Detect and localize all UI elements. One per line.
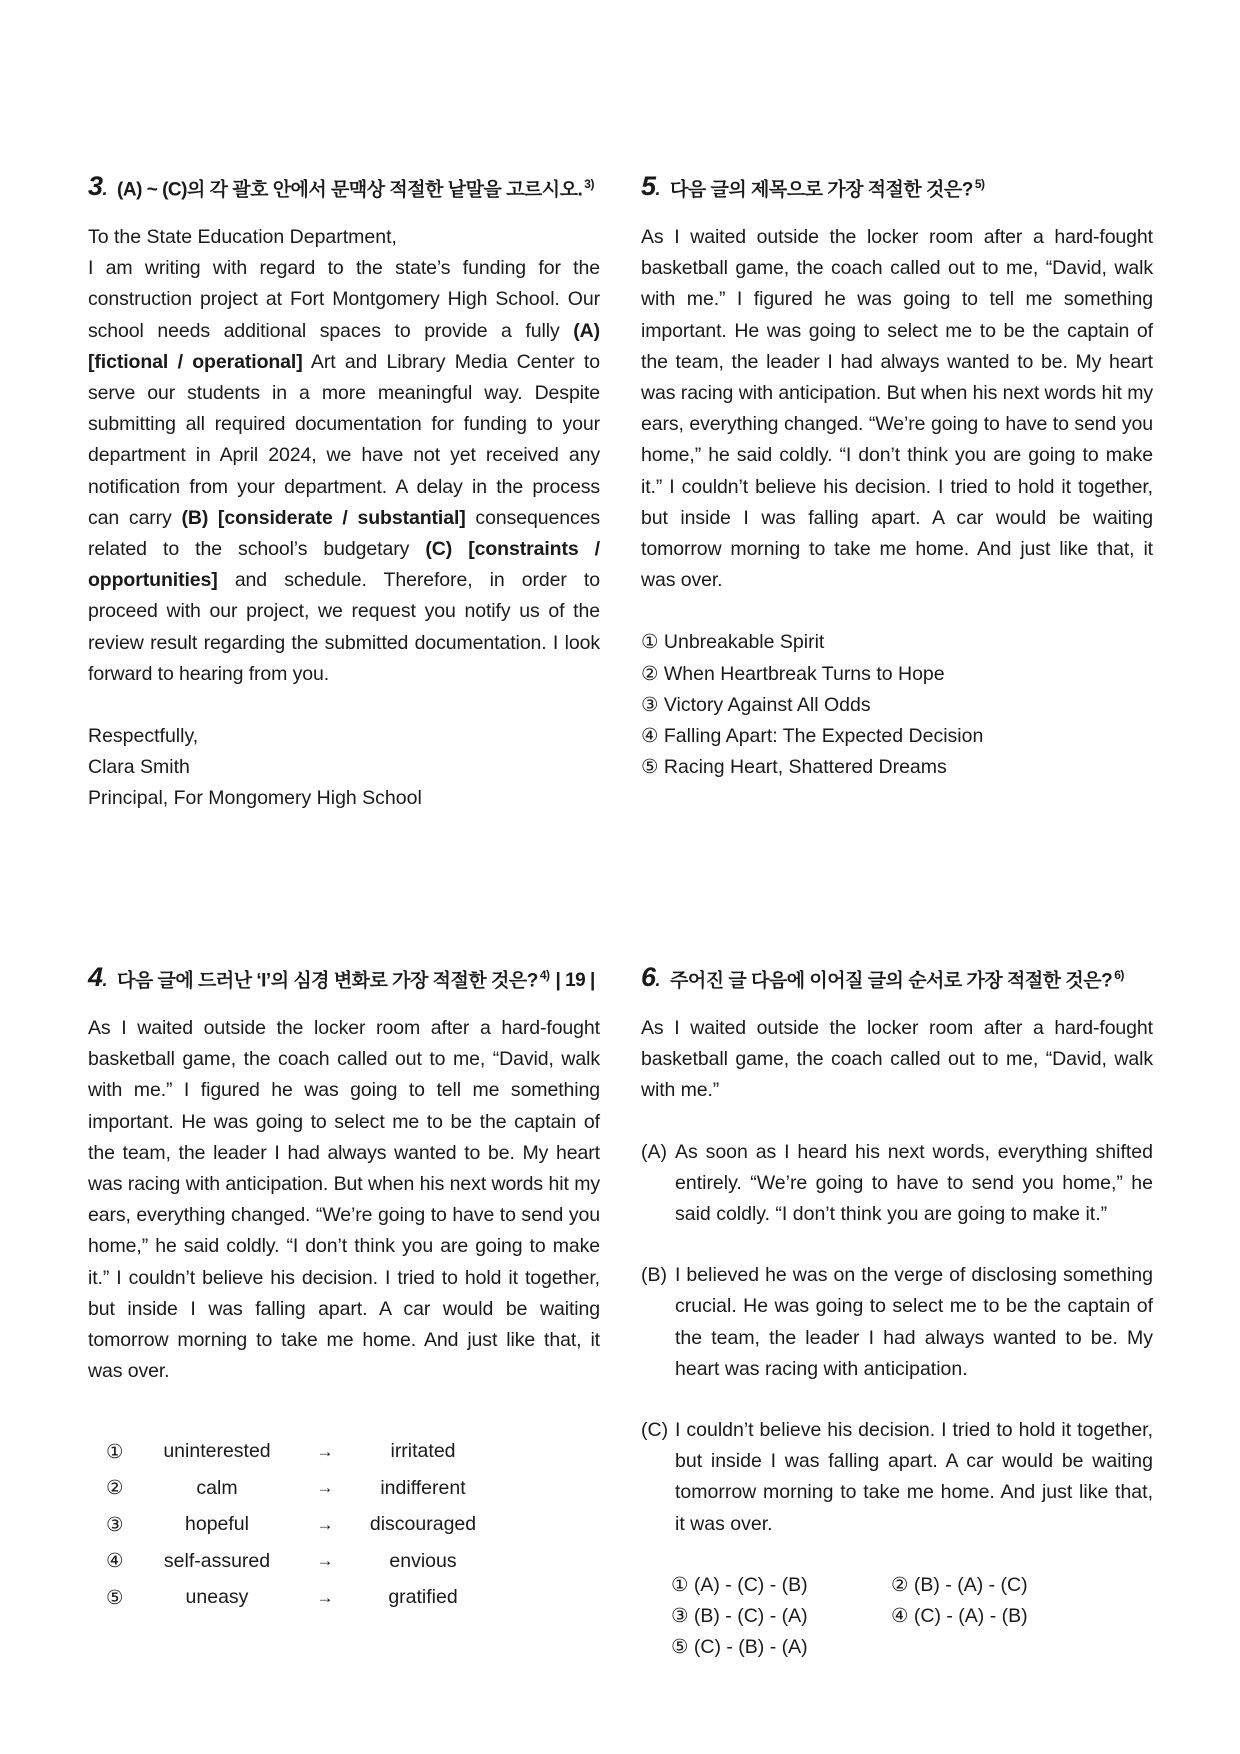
choice-3[interactable]: ③ Victory Against All Odds bbox=[641, 693, 871, 716]
segment-label: (B) bbox=[641, 1264, 667, 1287]
segment-b bbox=[641, 1260, 1153, 1385]
blank-c: (C) [constraints / opportunities] bbox=[88, 538, 600, 592]
choice-5[interactable]: ⑤ Racing Heart, Shattered Dreams bbox=[641, 756, 947, 779]
choice-3[interactable]: ③ (B) - (C) - (A) bbox=[671, 1605, 808, 1628]
choice-2[interactable]: ② (B) - (A) - (C) bbox=[891, 1573, 1028, 1596]
signer-position: Principal, For Mongomery High School bbox=[88, 787, 422, 810]
salutation: To the State Education Department, bbox=[88, 226, 397, 248]
segment-text: As soon as I heard his next words, everything shifted entirely. “We’re going to have to send you home,” he said coldly. “I don’t think you are going to make it.” bbox=[675, 1140, 1153, 1226]
answer-choices bbox=[641, 627, 1153, 783]
choice-5[interactable]: ⑤ (C) - (B) - (A) bbox=[671, 1636, 808, 1659]
blank-a: (A) [fictional / operational] bbox=[88, 319, 600, 373]
question-5 bbox=[641, 170, 1153, 783]
question-6-header bbox=[641, 961, 1153, 993]
question-title: (A) ~ (C)의 각 괄호 안에서 문맥상 적절한 낱말을 고르시오. bbox=[117, 179, 583, 201]
answer-choices bbox=[106, 1433, 488, 1616]
question-3 bbox=[88, 170, 600, 815]
question-3-header bbox=[88, 170, 600, 202]
choice-3[interactable]: ③ hopeful → discouraged bbox=[106, 1506, 488, 1543]
page-number: | 19 | bbox=[555, 970, 595, 992]
question-title: 다음 글의 제목으로 가장 적절한 것은? bbox=[670, 179, 973, 201]
closing: Respectfully, bbox=[88, 725, 199, 748]
choice-4[interactable]: ④ Falling Apart: The Expected Decision bbox=[641, 725, 984, 748]
footnote-ref: 4) bbox=[539, 968, 550, 982]
question-number: 6. bbox=[641, 962, 661, 993]
arrow-icon: → bbox=[316, 1587, 334, 1607]
choice-4[interactable]: ④ self-assured → envious bbox=[106, 1543, 488, 1580]
arrow-icon: → bbox=[316, 1441, 334, 1461]
given-passage: As I waited outside the locker room after a hard-fought basketball game, the coach called out to me, “David, walk with me.” bbox=[641, 1017, 1153, 1102]
question-title: 주어진 글 다음에 이어질 글의 순서로 가장 적절한 것은? bbox=[670, 970, 1113, 992]
question-4-header bbox=[88, 961, 600, 993]
signature-block bbox=[88, 721, 600, 815]
passage: As I waited outside the locker room after a hard-fought basketball game, the coach called out to me, “David, walk with me.” I figured he was going to tell me something important. He was going to select me to be the captain of the team, the leader I had always wanted to be. My heart was racing with anticipation. But when his next words hit my ears, everything changed. “We’re going to have to send you home,” he said coldly. “I don’t think you are going to make it.” I couldn’t believe his decision. I tried to hold it together, but inside I was falling apart. A car would be waiting tomorrow morning to take me home. And just like that, it was over. bbox=[641, 226, 1153, 592]
choice-1[interactable]: ① Unbreakable Spirit bbox=[641, 631, 825, 654]
question-number: 4. bbox=[88, 962, 108, 993]
question-5-header bbox=[641, 170, 1153, 202]
arrow-icon: → bbox=[316, 1514, 334, 1534]
footnote-ref: 6) bbox=[1114, 968, 1124, 982]
choice-1[interactable]: ① (A) - (C) - (B) bbox=[671, 1573, 808, 1596]
segment-c bbox=[641, 1415, 1153, 1540]
footnote-ref: 3) bbox=[584, 177, 594, 191]
blank-b: (B) [considerate / substantial] bbox=[181, 506, 466, 529]
question-number: 3. bbox=[88, 171, 108, 202]
answer-choices bbox=[671, 1570, 1153, 1664]
choice-1[interactable]: ① uninterested → irritated bbox=[106, 1433, 488, 1470]
choice-5[interactable]: ⑤ uneasy → gratified bbox=[106, 1579, 488, 1616]
choice-4[interactable]: ④ (C) - (A) - (B) bbox=[891, 1605, 1028, 1628]
arrow-icon: → bbox=[316, 1478, 334, 1498]
segment-label: (A) bbox=[641, 1140, 667, 1163]
choice-2[interactable]: ② When Heartbreak Turns to Hope bbox=[641, 662, 945, 685]
question-number: 5. bbox=[641, 171, 661, 202]
question-6 bbox=[641, 961, 1153, 1663]
arrow-icon: → bbox=[316, 1551, 334, 1571]
footnote-ref: 5) bbox=[974, 177, 985, 191]
segment-a bbox=[641, 1137, 1153, 1231]
segment-text: I believed he was on the verge of disclosing something crucial. He was going to select me to be the captain of the team, the leader I had always wanted to be. My heart was racing with anticipation. bbox=[675, 1264, 1153, 1380]
segment-label: (C) bbox=[641, 1419, 669, 1442]
question-title: 다음 글에 드러난 ‘I’의 심경 변화로 가장 적절한 것은? bbox=[117, 970, 538, 992]
question-4 bbox=[88, 961, 600, 1616]
segment-text: I couldn’t believe his decision. I tried to hold it together, but inside I was falling apart. A car would be waiting tomorrow morning to take me home. And just like that, it was over. bbox=[675, 1419, 1153, 1535]
letter-body: I am writing with regard to the state’s funding for the construction project at Fort Montgomery High School. Our school needs additional spaces to provide a fully (A) [fictional / operational] Art and Library Media Center to serve our students in a more meaningful way. Despite submitting all required documentation for funding to your department in April 2024, we have not yet received any notification from your department. A delay in the process can carry (B) [considerate / substantial] consequences related to the school’s budgetary (C) [constraints / opportunities] and schedule. Therefore, in order to proceed with our project, we request you notify us of the review result regarding the submitted documentation. I look forward to hearing from you. bbox=[88, 257, 600, 685]
signer-name: Clara Smith bbox=[88, 756, 190, 779]
choice-2[interactable]: ② calm → indifferent bbox=[106, 1470, 488, 1507]
passage: As I waited outside the locker room after a hard-fought basketball game, the coach called out to me, “David, walk with me.” I figured he was going to tell me something important. He was going to select me to be the captain of the team, the leader I had always wanted to be. My heart was racing with anticipation. But when his next words hit my ears, everything changed. “We’re going to have to send you home,” he said coldly. “I don’t think you are going to make it.” I couldn’t believe his decision. I tried to hold it together, but inside I was falling apart. A car would be waiting tomorrow morning to take me home. And just like that, it was over. bbox=[88, 1017, 600, 1383]
